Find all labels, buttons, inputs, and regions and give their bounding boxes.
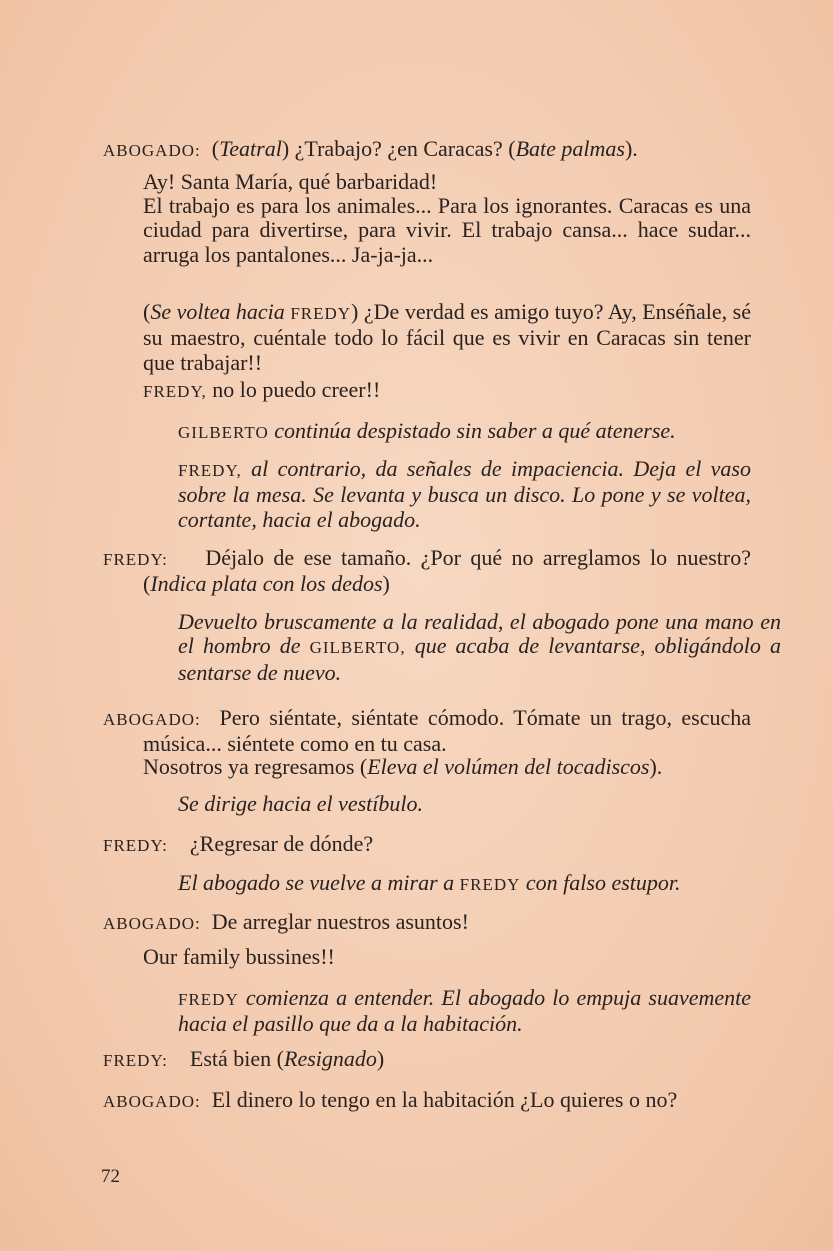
dialogue-abogado-3 xyxy=(103,910,751,936)
stage-text: continúa despistado sin saber a qué atenerse. xyxy=(274,418,676,443)
dialogue-text: Nosotros ya regresamos ( xyxy=(143,754,368,779)
character-name: FREDY, xyxy=(143,382,207,401)
dialogue-abogado-2 xyxy=(103,706,751,757)
dialogue-line xyxy=(143,755,751,779)
stage-direction-block xyxy=(178,457,751,532)
stage-direction: Resignado xyxy=(284,1046,377,1071)
stage-direction: Se voltea hacia xyxy=(150,299,285,324)
character-name: FREDY xyxy=(459,875,521,894)
stage-direction-block xyxy=(178,986,751,1037)
character-name: FREDY xyxy=(178,990,239,1009)
dialogue-text: Déjalo de ese tamaño. ¿Por qué no arreglamos lo nuestro? ( xyxy=(143,545,751,597)
dialogue-text: ) ¿De verdad es amigo tuyo? Ay, Enséñale, sé su maestro, cuéntale todo lo fácil que es vivir en Caracas sin tener que trabajar!! xyxy=(143,299,752,375)
stage-direction: Eleva el volúmen del tocadiscos xyxy=(367,754,650,779)
speaker-abogado: ABOGADO: xyxy=(103,914,201,933)
character-name: FREDY xyxy=(290,304,352,323)
dialogue-text: ). xyxy=(624,136,638,161)
paren: ( xyxy=(143,299,151,324)
dialogue-line: Our family bussines!! xyxy=(143,944,335,969)
stage-direction-block xyxy=(148,610,781,685)
speaker-abogado: ABOGADO: xyxy=(103,710,201,729)
stage-text: al contrario, da señales de impaciencia. Deja el vaso sobre la mesa. Se levanta y busca un disco. Lo pone y se voltea, cortante, hacia el abogado. xyxy=(178,456,751,532)
dialogue-fredy-1 xyxy=(103,546,751,597)
dialogue-paragraph: El trabajo es para los animales... Para los ignorantes. Caracas es una ciudad para divertirse, para vivir. El trabajo cansa... hace sudar... arruga los pantalones... Ja-ja-ja... xyxy=(143,193,751,267)
dialogue-text: Está bien ( xyxy=(189,1046,284,1071)
character-name: GILBERTO xyxy=(178,423,269,442)
stage-text: El abogado se vuelve a mirar a xyxy=(178,870,455,895)
stage-direction: Teatral xyxy=(219,136,282,161)
dialogue-abogado-4 xyxy=(103,1088,751,1114)
speaker-fredy: FREDY: xyxy=(103,1051,168,1070)
dialogue-line xyxy=(143,378,751,404)
stage-text: Devuelto bruscamente a la realidad, el abogado pone una mano en el hombro de xyxy=(178,609,781,659)
character-name: GILBERTO, xyxy=(309,638,406,658)
speaker-abogado: ABOGADO: xyxy=(103,141,201,160)
character-name: FREDY, xyxy=(178,461,242,480)
dialogue-fredy-2 xyxy=(103,832,751,858)
page-number: 72 xyxy=(101,1166,120,1187)
speaker-fredy: FREDY: xyxy=(103,836,168,855)
stage-text: comienza a entender. El abogado lo empuja suavemente hacia el pasillo que da a la habitación. xyxy=(178,985,751,1037)
dialogue-line: Ay! Santa María, qué barbaridad! xyxy=(143,169,438,194)
speaker-fredy: FREDY: xyxy=(103,550,168,569)
dialogue-fredy-3 xyxy=(103,1047,751,1073)
stage-direction: Bate palmas xyxy=(515,136,625,161)
stage-direction-block xyxy=(178,419,751,445)
stage-direction-block: Se dirige hacia el vestíbulo. xyxy=(178,791,423,816)
paren: ) xyxy=(376,1046,385,1071)
dialogue-abogado-1 xyxy=(103,137,751,163)
dialogue-text: Pero siéntate, siéntate cómodo. Tómate un trago, escucha música... siéntete como en tu casa. xyxy=(143,705,751,757)
stage-direction: Indica plata con los dedos xyxy=(150,571,383,597)
dialogue-text: El dinero lo tengo en la habitación ¿Lo quieres o no? xyxy=(211,1087,678,1112)
dialogue-text: ¿Regresar de dónde? xyxy=(189,831,374,856)
speaker-abogado: ABOGADO: xyxy=(103,1092,201,1111)
paren: ). xyxy=(649,754,663,779)
dialogue-text: ) ¿Trabajo? ¿en Caracas? ( xyxy=(281,136,516,161)
paren: ( xyxy=(211,136,220,161)
stage-text: que acaba de levantarse, obligándolo a sentarse de nuevo. xyxy=(178,633,781,685)
paren: ) xyxy=(382,571,390,597)
stage-text: con falso estupor. xyxy=(525,870,681,895)
stage-direction-block xyxy=(178,871,751,897)
dialogue-paragraph xyxy=(143,300,751,375)
dialogue-text: no lo puedo creer!! xyxy=(212,377,381,402)
dialogue-text: De arreglar nuestros asuntos! xyxy=(211,909,469,934)
